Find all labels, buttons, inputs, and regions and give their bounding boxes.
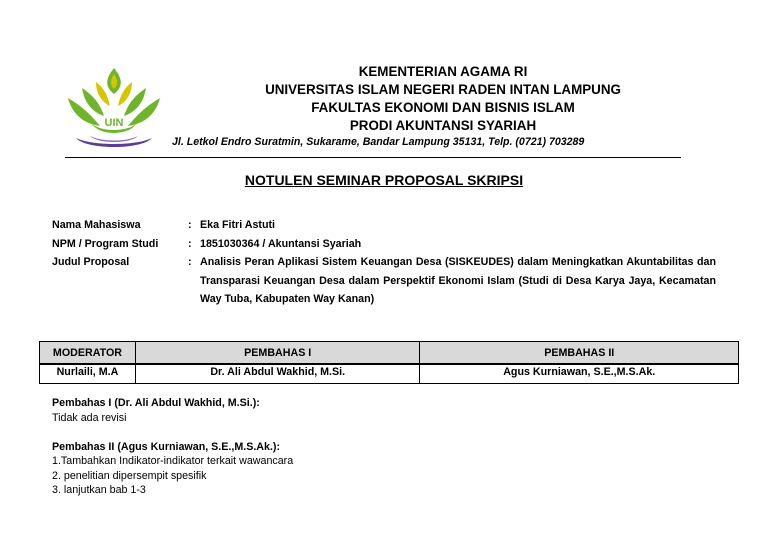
pembahas1-note: Tidak ada revisi [52,411,127,424]
university-line: UNIVERSITAS ISLAM NEGERI RADEN INTAN LAMPUNG [265,82,621,97]
info-label: Nama Mahasiswa [52,219,141,231]
university-logo [62,66,166,154]
info-label: NPM / Program Studi [52,237,159,250]
logo-emblem-icon [62,66,166,154]
review-notes [52,396,293,498]
pembahas1-heading: Pembahas I (Dr. Ali Abdul Wakhid, M.Si.): [52,397,260,409]
ministry-line: KEMENTERIAN AGAMA RI [358,64,528,79]
student-info [52,216,716,309]
letterhead [170,63,716,135]
student-name: Eka Fitri Astuti [200,219,276,231]
examiner-table [39,341,739,384]
pembahas2-note: 3. lanjutkan bab 1-3 [52,484,146,496]
pembahas2-note: 1.Tambahkan Indikator-indikator terkait wawancara [52,455,294,467]
info-colon: : [188,219,192,231]
proposal-title: Analisis Peran Aplikasi Sistem Keuangan Desa (SISKEUDES) dalam Meningkatkan Akuntabilitas dan Transparasi Keuangan Desa dalam Perspektif Ekonomi Islam (Studi di Desa Karya Jaya, Kecamatan Way Tuba, Kabupaten Way Kanan) [200,256,716,305]
moderator-header: MODERATOR [40,342,136,365]
student-npm: 1851030364 / Akuntansi Syariah [200,237,362,250]
info-row-name [52,216,716,235]
info-colon: : [188,237,192,250]
pembahas1-cell: Dr. Ali Abdul Wakhid, M.Si. [135,364,420,384]
pembahas1-header: PEMBAHAS I [135,342,420,365]
program-line: PRODI AKUNTANSI SYARIAH [349,118,537,133]
spacer [52,425,293,440]
address-line: Jl. Letkol Endro Suratmin, Sukarame, Bandar Lampung 35131, Telp. (0721) 703289 [172,136,585,148]
pembahas2-header: PEMBAHAS II [420,342,739,365]
info-colon: : [188,256,192,268]
moderator-cell: Nurlaili, M.A [40,364,136,384]
header-divider [65,157,681,159]
pembahas2-cell: Agus Kurniawan, S.E.,M.S.Ak. [420,364,739,384]
info-row-title [52,253,716,309]
pembahas2-heading: Pembahas II (Agus Kurniawan, S.E.,M.S.Ak.): [52,440,281,453]
pembahas2-note: 2. penelitian dipersempit spesifik [52,469,207,482]
svg-text:UIN: UIN [104,117,124,129]
faculty-line: FAKULTAS EKONOMI DAN BISNIS ISLAM [311,100,575,115]
info-label: Judul Proposal [52,256,130,268]
info-row-npm [52,235,716,254]
document-title: NOTULEN SEMINAR PROPOSAL SKRIPSI [244,172,524,188]
